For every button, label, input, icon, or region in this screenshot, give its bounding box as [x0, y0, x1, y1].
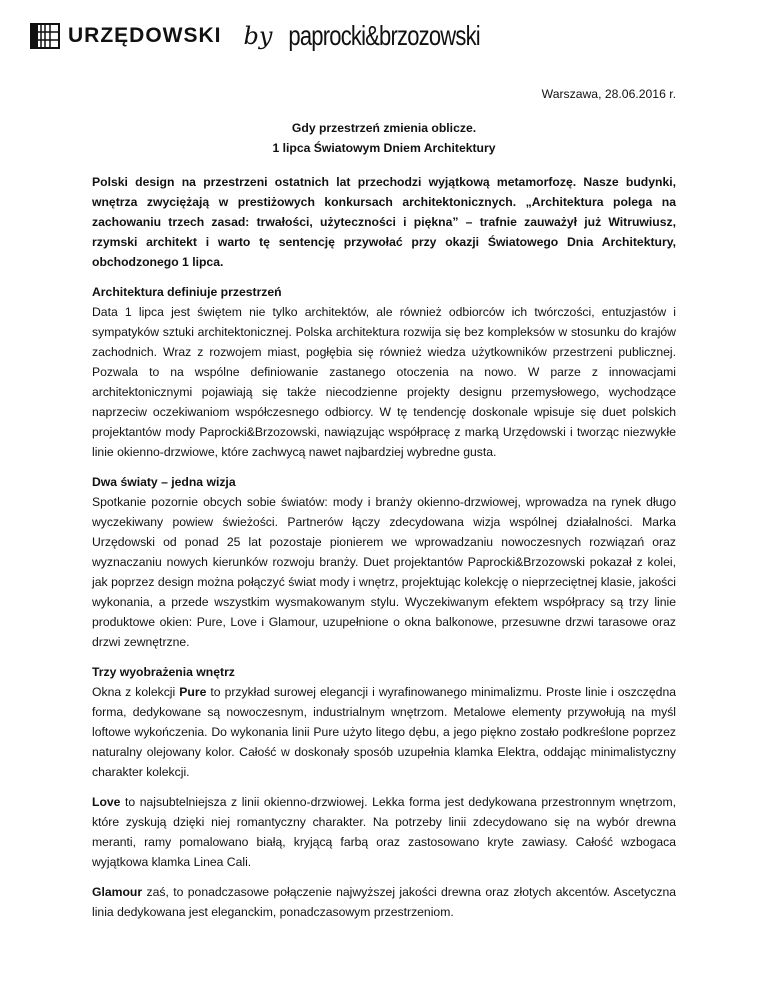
section-three-interiors — [92, 662, 676, 922]
glamour-rest: zaś, to ponadczasowe połączenie najwyższej jakości drewna oraz złotych akcentów. Ascetyczna linia dedykowana jest eleganckim, ponadczasowym przestrzeniom. — [92, 885, 676, 919]
glamour-word: Glamour — [92, 885, 143, 899]
brand-name: URZĘDOWSKI — [68, 24, 222, 47]
love-rest: to najsubtelniejsza z linii okienno-drzwiowej. Lekka forma jest dedykowana przestronnym wnętrzom, które zyskują dzięki niej romantyczny charakter. Na potrzeby linii zdecydowano się na wybór drewna meranti, ramy pomalowano białą, kryjącą farbą oraz zastosowano kryte zawiasy. Całość wzbogaca wyjątkowa klamka Linea Cali. — [92, 795, 676, 869]
pure-rest: to przykład surowej elegancji i wyrafinowanego minimalizmu. Proste linie i oszczędna forma, dedykowane są nowoczesnym, industrialnym wnętrzom. Metalowe elementy przywołują na myśl loftowe wykończenia. Do wykonania linii Pure użyto litego dębu, a jego piękno zostało podkreślone poprzez naturalny olejowany kolor. Całość w doskonały sposób uzupełnia klamka Elektra, oddając minimalistyczny charakter kolekcji. — [92, 685, 676, 779]
section-body: Data 1 lipca jest świętem nie tylko architektów, ale również odbiorców ich twórczości, entuzjastów i sympatyków sztuki architektonicznej. Polska architektura rozwija się bez kompleksów w stosunku do krajów zachodnich. Wraz z rozwojem miast, pogłębia się również wiedza użytkowników przestrzeni publicznej. Pozwala to na wspólne definiowanie zastanego otoczenia na nowo. W parze z innowacjami architektonicznymi pojawiają się także niecodzienne projekty designu przemysłowego, wychodzące naprzeciw oczekiwaniom współczesnego odbiorcy. W tę tendencję doskonale wpisuje się duet polskich projektantów mody Paprocki&Brzozowski, nawiązując współpracę z marką Urzędowski i tworząc niezwykłe linie okienno-drzwiowe, które zachwycą nawet najbardziej wybredne gusta. — [92, 305, 676, 459]
section-heading: Architektura definiuje przestrzeń — [92, 285, 282, 299]
section-body: Spotkanie pozornie obcych sobie światów: mody i branży okienno-drzwiowej, wprowadza na rynek długo wyczekiwany powiew świeżości. Partnerów łączy zdecydowana wizja wspólnej działalności. Marka Urzędowski od ponad 25 lat pozostaje pionierem we wprowadzaniu nowoczesnych rozwiązań oraz wyznaczaniu nowych kierunków rozwoju branży. Duet projektantów Paprocki&Brzozowski pokazał z kolei, jak poprzez design można połączyć świat mody i wnętrz, projektując kolekcję o nieprzeciętnej klasie, jakości wykonania, a przede wszystkim wysmakowanym stylu. Wyczekiwanym efektem współpracy są trzy linie produktowe okien: Pure, Love i Glamour, uzupełnione o okna balkonowe, przesuwne drzwi tarasowe oraz drzwi zewnętrzne. — [92, 495, 676, 649]
document-title — [92, 118, 676, 158]
window-logo-icon — [30, 23, 60, 49]
title-line-2: 1 lipca Światowym Dniem Architektury — [272, 141, 496, 155]
lead-paragraph: Polski design na przestrzeni ostatnich lat przechodzi wyjątkową metamorfozę. Nasze budynki, wnętrza zwyciężają w prestiżowych konkursach architektonicznych. „Architektura polega na zachowaniu trzech zasad: trwałości, użyteczności i piękna” – trafnie zauważył już Witruwiusz, rzymski architekt i warto tę sentencję przywołać przy okazji Światowego Dnia Architektury, obchodzonego 1 lipca. — [92, 175, 676, 269]
date-line: Warszawa, 28.06.2016 r. — [541, 87, 676, 101]
pure-word: Pure — [179, 685, 207, 699]
love-paragraph — [92, 792, 676, 872]
love-word: Love — [92, 795, 121, 809]
title-line-1: Gdy przestrzeń zmienia oblicze. — [291, 121, 477, 135]
letterhead — [30, 14, 480, 58]
brand-by: by — [243, 22, 273, 50]
document-body — [92, 84, 676, 932]
section-heading: Dwa światy – jedna wizja — [92, 475, 236, 489]
partner-logo: paprocki&brzozowski — [288, 19, 480, 51]
section-two-worlds — [92, 472, 676, 652]
pure-paragraph — [92, 682, 676, 782]
section-heading: Trzy wyobrażenia wnętrz — [92, 665, 235, 679]
pure-intro: Okna z kolekcji — [92, 685, 180, 699]
section-architecture — [92, 282, 676, 462]
glamour-paragraph — [92, 882, 676, 922]
